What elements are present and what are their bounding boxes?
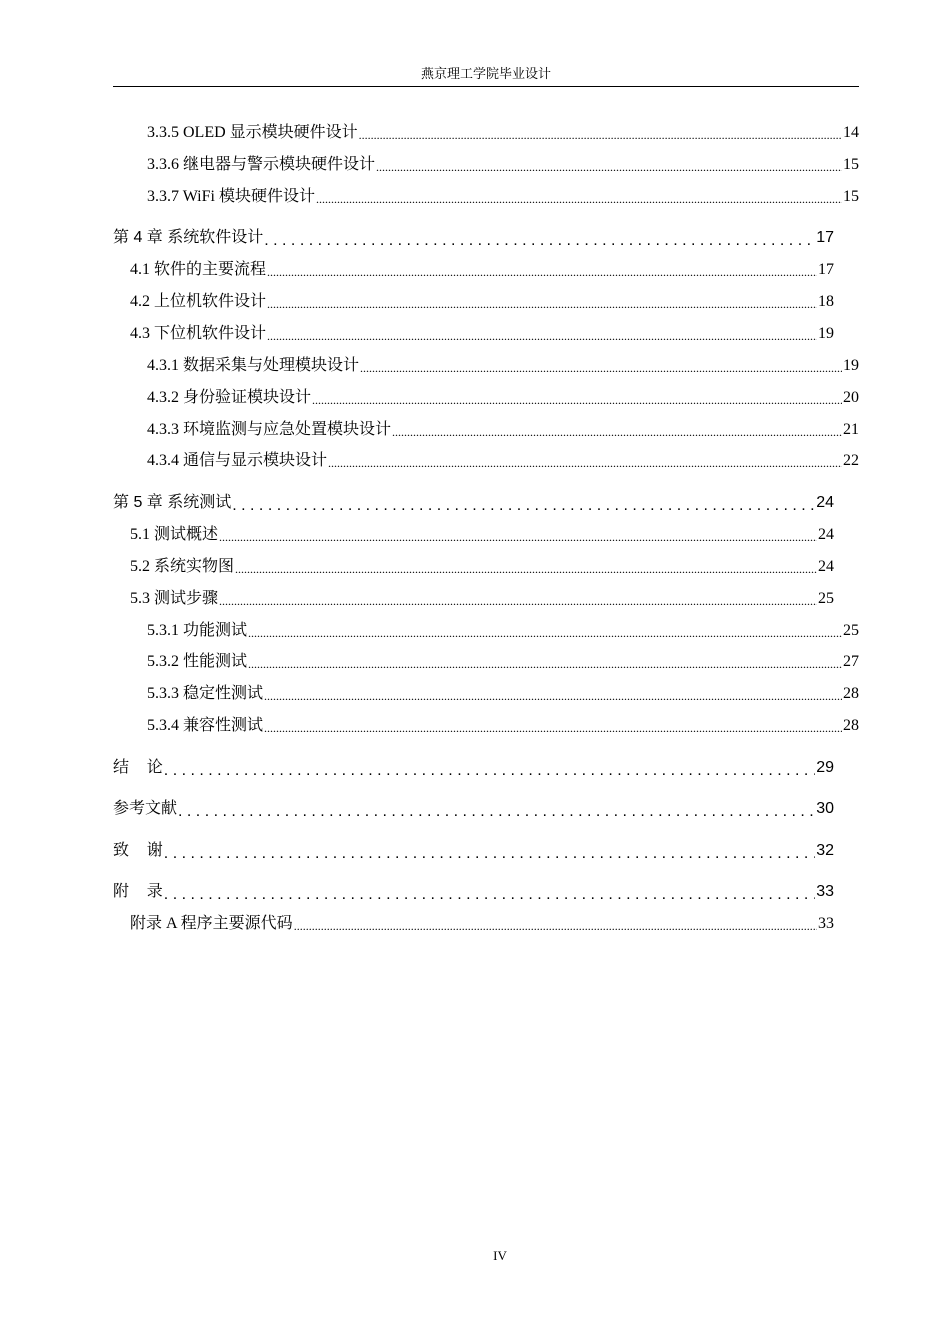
toc-entry-page: 22 [843, 452, 859, 469]
toc-entry-page: 15 [843, 188, 859, 205]
toc-entry-title: 5.3.3 稳定性测试 [147, 685, 264, 702]
toc-entry[interactable] [147, 419, 859, 441]
toc-entry[interactable] [147, 683, 859, 705]
dot-leader [219, 524, 817, 546]
toc-entry-title: 3.3.7 WiFi 模块硬件设计 [147, 188, 315, 205]
toc-entry[interactable] [147, 122, 859, 144]
toc-chapter[interactable] [113, 840, 834, 862]
dot-leader [264, 227, 815, 249]
toc-entry-page: 30 [816, 800, 834, 817]
dot-leader [294, 913, 817, 935]
toc-entry-page: 17 [818, 261, 834, 278]
dot-leader [360, 355, 842, 377]
toc-entry-title: 4.2 上位机软件设计 [130, 293, 267, 310]
dot-leader [312, 387, 842, 409]
toc-entry-title: 5.3.4 兼容性测试 [147, 717, 264, 734]
toc-entry-page: 25 [818, 590, 834, 607]
dot-leader [328, 450, 842, 472]
toc-entry-page: 19 [818, 325, 834, 342]
toc-entry[interactable] [147, 450, 859, 472]
toc-chapter[interactable] [113, 798, 834, 820]
toc-entry[interactable] [130, 259, 834, 281]
toc-entry-page: 29 [816, 759, 834, 776]
toc-chapter[interactable] [113, 492, 834, 514]
toc-chapter[interactable] [113, 227, 834, 249]
dot-leader [219, 588, 817, 610]
toc-entry-title: 5.3.2 性能测试 [147, 653, 248, 670]
toc-entry-page: 20 [843, 389, 859, 406]
toc-entry[interactable] [147, 154, 859, 176]
toc-entry[interactable] [147, 186, 859, 208]
toc-entry-page: 24 [818, 526, 834, 543]
toc-entry-title: 3.3.5 OLED 显示模块硬件设计 [147, 124, 358, 141]
dot-leader [264, 715, 842, 737]
toc-entry-page: 19 [843, 357, 859, 374]
toc-entry-page: 33 [818, 915, 834, 932]
toc-entry[interactable] [130, 291, 834, 313]
toc-entry[interactable] [130, 524, 834, 546]
toc-entry-page: 21 [843, 421, 859, 438]
toc-entry-title: 5.3 测试步骤 [130, 590, 219, 607]
toc-entry[interactable] [130, 913, 834, 935]
toc-entry-page: 24 [818, 558, 834, 575]
toc-entry-title: 4.3.2 身份验证模块设计 [147, 389, 312, 406]
toc-entry-title: 4.1 软件的主要流程 [130, 261, 267, 278]
toc-entry[interactable] [147, 651, 859, 673]
dot-leader [267, 291, 817, 313]
dot-leader [359, 122, 842, 144]
toc-entry-title: 附录 A 程序主要源代码 [130, 915, 293, 932]
toc-entry-page: 15 [843, 156, 859, 173]
toc-entry[interactable] [147, 387, 859, 409]
toc-entry-page: 28 [843, 717, 859, 734]
page-header: 燕京理工学院毕业设计 [420, 66, 551, 81]
dot-leader [248, 651, 842, 673]
page-number: IV [493, 1248, 507, 1263]
toc-entry-title: 4.3.1 数据采集与处理模块设计 [147, 357, 360, 374]
toc-entry-title: 附 录 [113, 883, 163, 900]
toc-entry[interactable] [130, 323, 834, 345]
toc-entry[interactable] [147, 355, 859, 377]
toc-chapter[interactable] [113, 757, 834, 779]
toc-entry-page: 32 [816, 842, 834, 859]
toc-entry-title: 5.1 测试概述 [130, 526, 219, 543]
toc-entry-page: 28 [843, 685, 859, 702]
dot-leader [164, 881, 815, 903]
toc-entry[interactable] [147, 715, 859, 737]
dot-leader [267, 259, 817, 281]
dot-leader [267, 323, 817, 345]
toc-entry-title: 结 论 [113, 759, 163, 776]
header-rule [113, 86, 859, 87]
toc-entry-page: 25 [843, 622, 859, 639]
dot-leader [178, 798, 815, 820]
toc-chapter[interactable] [113, 881, 834, 903]
dot-leader [392, 419, 842, 441]
toc-entry[interactable] [130, 556, 834, 578]
toc-entry-title: 参考文献 [113, 800, 178, 817]
toc-entry-title: 5.2 系统实物图 [130, 558, 235, 575]
dot-leader [248, 620, 842, 642]
dot-leader [164, 757, 815, 779]
toc-entry-page: 27 [843, 653, 859, 670]
toc-entry-title: 第 5 章 系统测试 [113, 494, 232, 511]
toc-entry-page: 17 [816, 229, 834, 246]
toc-entry-page: 14 [843, 124, 859, 141]
toc-entry-title: 4.3.3 环境监测与应急处置模块设计 [147, 421, 392, 438]
dot-leader [264, 683, 842, 705]
dot-leader [164, 840, 815, 862]
toc-entry-page: 33 [816, 883, 834, 900]
toc-entry-title: 致 谢 [113, 842, 163, 859]
toc-entry-title: 第 4 章 系统软件设计 [113, 229, 264, 246]
toc-entry[interactable] [147, 620, 859, 642]
toc-entry-title: 3.3.6 继电器与警示模块硬件设计 [147, 156, 376, 173]
toc-entry-page: 18 [818, 293, 834, 310]
toc-entry[interactable] [130, 588, 834, 610]
dot-leader [232, 492, 815, 514]
dot-leader [316, 186, 842, 208]
toc-entry-title: 4.3.4 通信与显示模块设计 [147, 452, 328, 469]
toc-entry-title: 5.3.1 功能测试 [147, 622, 248, 639]
toc-entry-title: 4.3 下位机软件设计 [130, 325, 267, 342]
dot-leader [376, 154, 842, 176]
dot-leader [235, 556, 817, 578]
toc-entry-page: 24 [816, 494, 834, 511]
